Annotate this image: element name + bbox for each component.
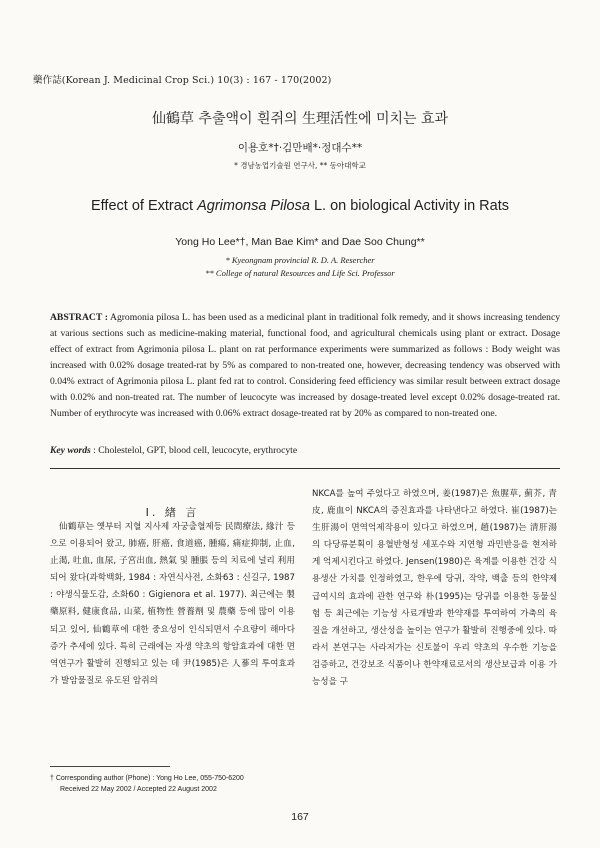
body-paragraph-left: 仙鶴草는 옛부터 지혈 지사제 자궁출혈제등 民間療法, 緣汁 등으로 이용되어 왔고, 肺癌, 肝癌, 食道癌, 腫瘍, 痛症抑制, 止血, 止渴, 吐血, 血尿, 子宮出血, 熱氣 및 腫脹 등의 치료에 널리 利用되어 왔다(과학백화, 1984 : 자연식사전, 소화63 : 신길구, 1987 : 야생식물도감, 소화60 : Gigienora et al. 1977). 최근에는 製藥原料, 健康食品, 山菜, 植物性 營養劑 및 農藥 등에 많이 이용되고 있어, 仙鶴草에 대한 중요성이 인식되면서 수요량이 해마다 증가 추세에 있다. 특히 근래에는 자생 약초의 항암효과에 대한 면역연구가 활발히 진행되고 있는 데 尹(1985)은 人蔘의 투여효과가 발암물질로 유도된 암쥐의 xyxy=(50,522,295,686)
keywords-label: Key words xyxy=(50,445,91,456)
english-title-pre: Effect of Extract xyxy=(90,198,198,214)
page-number: 167 xyxy=(291,811,309,823)
abstract-text: Agromonia pilosa L. has been used as a medicinal plant in traditional folk remedy, and it shows increasing tendency at various sections such as medicine-making material, functional food, and agricultural chemicals using plant or extract. Dosage effect of extract from Agrimonia pilosa L. plant on rat performance experiments were summarized as follows : Body weight was increased with 0.02% dosage treated-rat by 5% as compared to non-treated one, however, decreasing tendency was observed with 0.04% extract of Agrimonia pilosa L. plant fed rat to control. Considering feed efficiency was similar result between extract dosage with 0.02% and non-treated rat. The number of leucocyte was increased by dosage-treated level except 0.02% dosage-treated rat. Number of erythrocyte was increased with 0.06% extract dosage-treated rat by 20% as compared to non-treated one. xyxy=(50,312,561,419)
english-affiliation-1: * Kyeongnam provincial R. D. A. Resercher xyxy=(225,255,375,265)
footnote-dates: Received 22 May 2002 / Accepted 22 August 2002 xyxy=(60,786,217,793)
korean-title: 仙鶴草 추출액이 흰쥐의 生理活性에 미치는 효과 xyxy=(151,111,449,127)
keywords xyxy=(50,445,560,456)
english-title xyxy=(0,198,600,214)
abstract xyxy=(50,310,560,422)
abstract-divider xyxy=(50,468,560,469)
journal-citation: 藥作誌(Korean J. Medicinal Crop Sci.) 10(3) : 167 - 170(2002) xyxy=(33,75,332,86)
korean-authors: 이용호*†·김만배*·정대수** xyxy=(237,142,363,154)
footnote-divider xyxy=(50,766,170,767)
english-title-species: Agrimonsa Pilosa xyxy=(197,198,310,214)
footnote-corresponding-author: † Corresponding author (Phone) : Yong Ho Lee, 055-750-6200 xyxy=(50,775,244,782)
footnote xyxy=(50,773,350,795)
keywords-text: : Cholestelol, GPT, blood cell, leucocyte, erythrocyte xyxy=(90,445,298,456)
english-title-post: L. on biological Activity in Rats xyxy=(309,198,509,214)
body-column-left xyxy=(50,519,295,690)
english-authors: Yong Ho Lee*†, Man Bae Kim* and Dae Soo Chung** xyxy=(175,236,425,248)
body-column-right xyxy=(312,486,557,691)
english-affiliations xyxy=(0,254,600,280)
body-paragraph-right: NKCA를 높여 주었다고 하였으며, 姜(1987)은 魚腥草, 薊芥, 青皮, 鹿血이 NKCA의 증진효과를 나타낸다고 하였다. 崔(1987)는 生肝湯이 면역억제작용이 있다고 하였으며, 趙(1987)는 清肝湯의 다당류분획이 용혈반형성 세포수와 지연형 과민반응을 현저하게 억제시킨다고 하였다. Jensen(1980)은 육계를 이용한 건강 식용생산 가치를 인정하였고, 한우에 당귀, 작약, 백출 등의 한약제 급여시의 효과에 관한 연구와 朴(1995)는 당귀를 이용한 동물실험 등 최근에는 기능성 사료개발과 한약재를 투여하여 가축의 육질을 개선하고, 생산성을 높이는 연구가 활발히 진행중에 있다. 따라서 본연구는 사라저가는 신토불이 우리 약초의 우수한 기능을 검증하고, 건강보조 식품이나 한약재료로서의 생산보급과 이용 가능성을 구 xyxy=(312,489,557,688)
abstract-label: ABSTRACT : xyxy=(50,312,108,323)
english-affiliation-2: ** College of natural Resources and Life Sci. Professor xyxy=(205,268,395,278)
section-heading-introduction: Ⅰ. 緖 言 xyxy=(145,506,200,519)
korean-affiliations: * 경남농업기술원 연구사, ** 동아대학교 xyxy=(234,161,366,170)
